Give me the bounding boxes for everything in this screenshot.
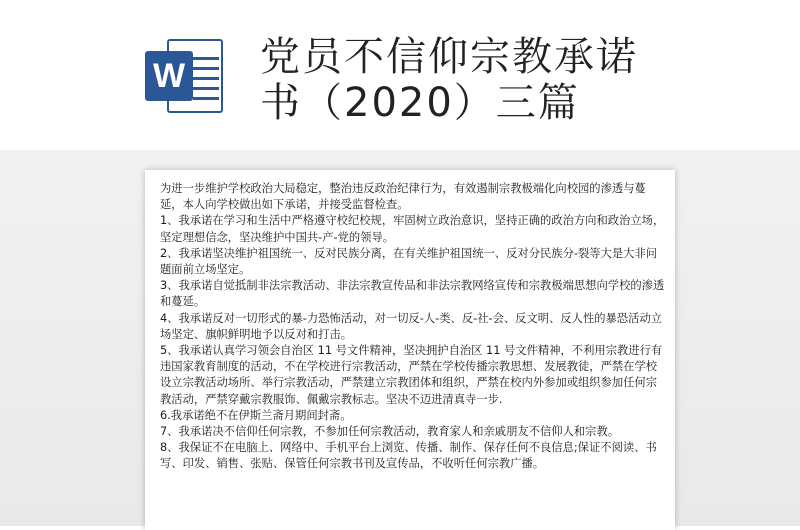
- icon-line: [193, 87, 219, 90]
- icon-line: [193, 57, 219, 60]
- document-body: [160, 181, 665, 473]
- title-line-2: 书（2020）三篇: [260, 80, 580, 126]
- document-title: [260, 34, 780, 126]
- paragraph-5: 5、我承诺认真学习领会自治区 11 号文件精神，坚决拥护自治区 11 号文件精神，不利用宗教进行有违国家教育制度的活动，不在学校进行宗教活动，严禁在学校传播宗教思想、发展教徒，严禁在学校设立宗教活动场所、举行宗教活动，严禁建立宗教团体和组织，严禁在校内外参加或组织参加任何宗教活动，严禁穿戴宗教服饰、佩戴宗教标志。坚决不迈进清真寺一步.: [160, 344, 663, 406]
- icon-line: [193, 77, 219, 80]
- paragraph-6: 6.我承诺绝不在伊斯兰斋月期间封斋。: [160, 408, 352, 422]
- word-badge: W: [145, 51, 193, 101]
- title-line-1: 党员不信仰宗教承诺: [260, 34, 638, 80]
- paragraph-4: 4、我承诺反对一切形式的暴-力恐怖活动，对一切反-人-类、反-社-会、反文明、反人性的暴恐活动立场坚定、旗帜鲜明地予以反对和打击。: [160, 311, 663, 341]
- paragraph-1: 1、我承诺在学习和生活中严格遵守校纪校规，牢固树立政治意识，坚持正确的政治方向和政治立场，坚定理想信念，坚决维护中国共-产-党的领导。: [160, 214, 665, 244]
- word-document-icon: [145, 37, 225, 115]
- paragraph-8: 8、我保证不在电脑上、网络中、手机平台上浏览、传播、制作、保存任何不良信息;保证不阅读、书写、印发、销售、张贴、保管任何宗教书刊及宣传品，不收听任何宗教广播。: [160, 441, 657, 471]
- paragraph-2: 2、我承诺坚决维护祖国统一、反对民族分离，在有关维护祖国统一、反对分民族分-裂等大是大非问题面前立场坚定。: [160, 246, 658, 277]
- paragraph-intro: 为进一步维护学校政治大局稳定，整治违反政治纪律行为，有效遏制宗教极端化向校园的渗透与蔓延，本人向学校做出如下承诺，并接受监督检查。: [160, 182, 646, 212]
- icon-line: [193, 97, 219, 100]
- paragraph-3: 3、我承诺自觉抵制非法宗教活动、非法宗教宣传品和非法宗教网络宣传和宗教极端思想向学校的渗透和蔓延。: [160, 279, 665, 309]
- icon-line: [193, 67, 219, 70]
- paragraph-7: 7、我承诺决不信仰任何宗教，不参加任何宗教活动，教育家人和亲戚朋友不信仰人和宗教。: [160, 425, 620, 439]
